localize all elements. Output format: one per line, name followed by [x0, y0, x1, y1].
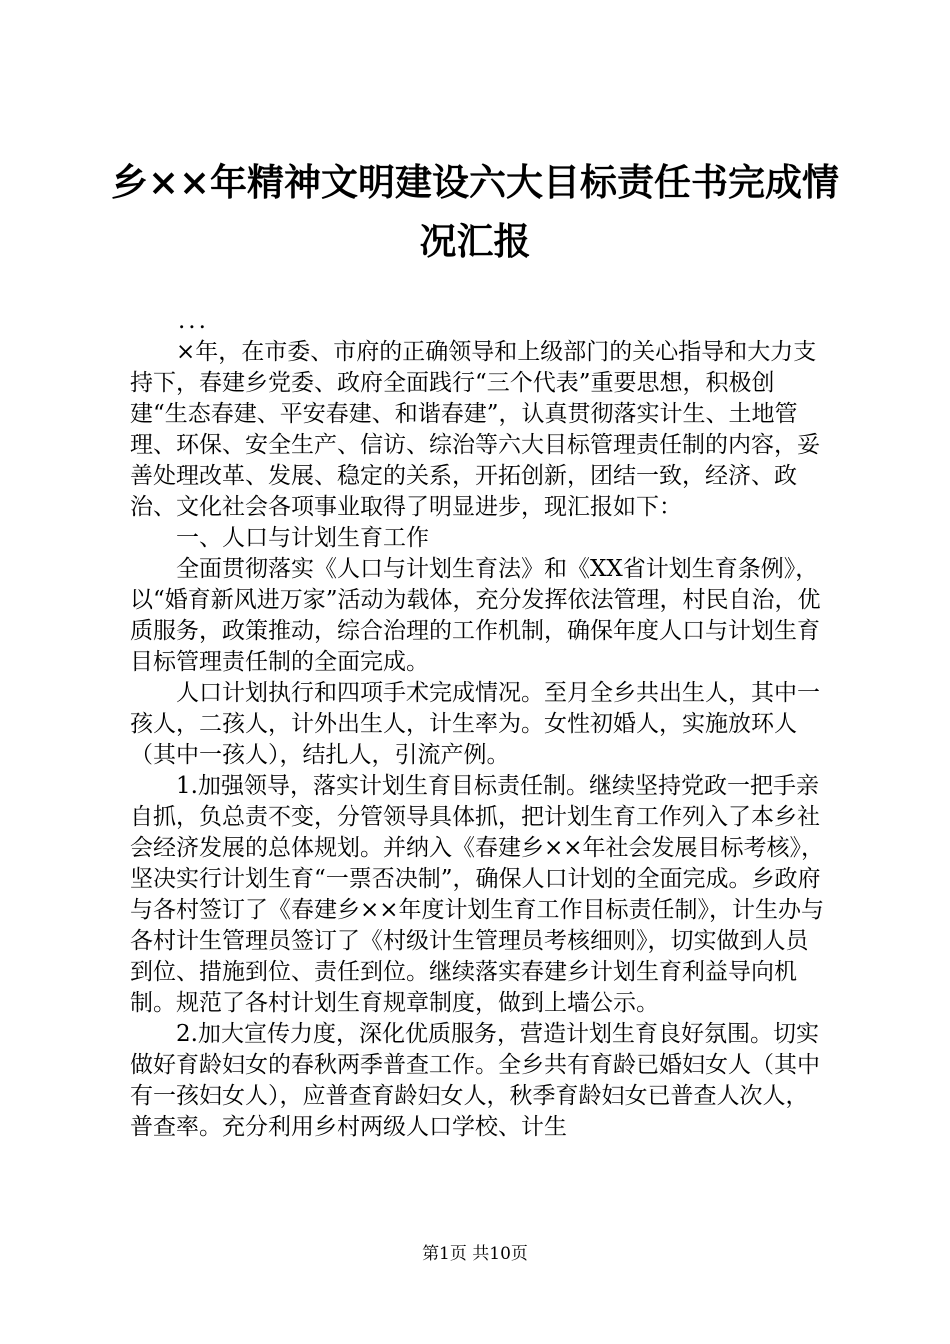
- section-heading-population: 一、人口与计划生育工作: [176, 525, 429, 551]
- paragraph-statistics: 人口计划执行和四项手术完成情况。至月全乡共出生人，其中一孩人，二孩人，计外出生人，计生率为。女性初婚人，实施放环人（其中一孩人），结扎人，引流产例。: [130, 680, 820, 768]
- document-title-line-2: 况汇报: [419, 219, 531, 263]
- document-body: [130, 306, 830, 1143]
- ellipsis-marker: ...: [178, 308, 209, 334]
- paragraph-intro: ×年，在市委、市府的正确领导和上级部门的关心指导和大力支持下，春建乡党委、政府全面践行“三个代表”重要思想，积极创建“生态春建、平安春建、和谐春建”，认真贯彻落实计生、土地管理、环保、安全生产、信访、综治等六大目标管理责任制的内容，妥善处理改革、发展、稳定的关系，开拓创新，团结一致，经济、政治、文化社会各项事业取得了明显进步，现汇报如下：: [130, 339, 820, 520]
- paragraph-policy: 全面贯彻落实《人口与计划生育法》和《XX省计划生育条例》，以“婚育新风进万家”活动为载体，充分发挥依法管理，村民自治，优质服务，政策推动，综合治理的工作机制，确保年度人口与计划生育目标管理责任制的全面完成。: [130, 556, 821, 675]
- document-title-line-1: 乡××年精神文明建设六大目标责任书完成情: [110, 160, 839, 204]
- paragraph-item-1: 1.加强领导，落实计划生育目标责任制。继续坚持党政一把手亲自抓，负总责不变，分管领导具体抓，把计划生育工作列入了本乡社会经济发展的总体规划。并纳入《春建乡××年社会发展目标考核》，坚决实行计划生育“一票否决制”，确保人口计划的全面完成。乡政府与各村签订了《春建乡××年度计划生育工作目标责任制》，计生办与各村计生管理员签订了《村级计生管理员考核细则》，切实做到人员到位、措施到位、责任到位。继续落实春建乡计划生育利益导向机制。规范了各村计划生育规章制度，做到上墙公示。: [130, 773, 825, 1016]
- paragraph-item-2: 2.加大宣传力度，深化优质服务，营造计划生育良好氛围。切实做好育龄妇女的春秋两季普查工作。全乡共有育龄已婚妇女人（其中有一孩妇女人），应普查育龄妇女人，秋季育龄妇女已普查人次人，普查率。充分利用乡村两级人口学校、计生: [130, 1021, 820, 1140]
- page-footer: 第1页 共10页: [422, 1244, 528, 1264]
